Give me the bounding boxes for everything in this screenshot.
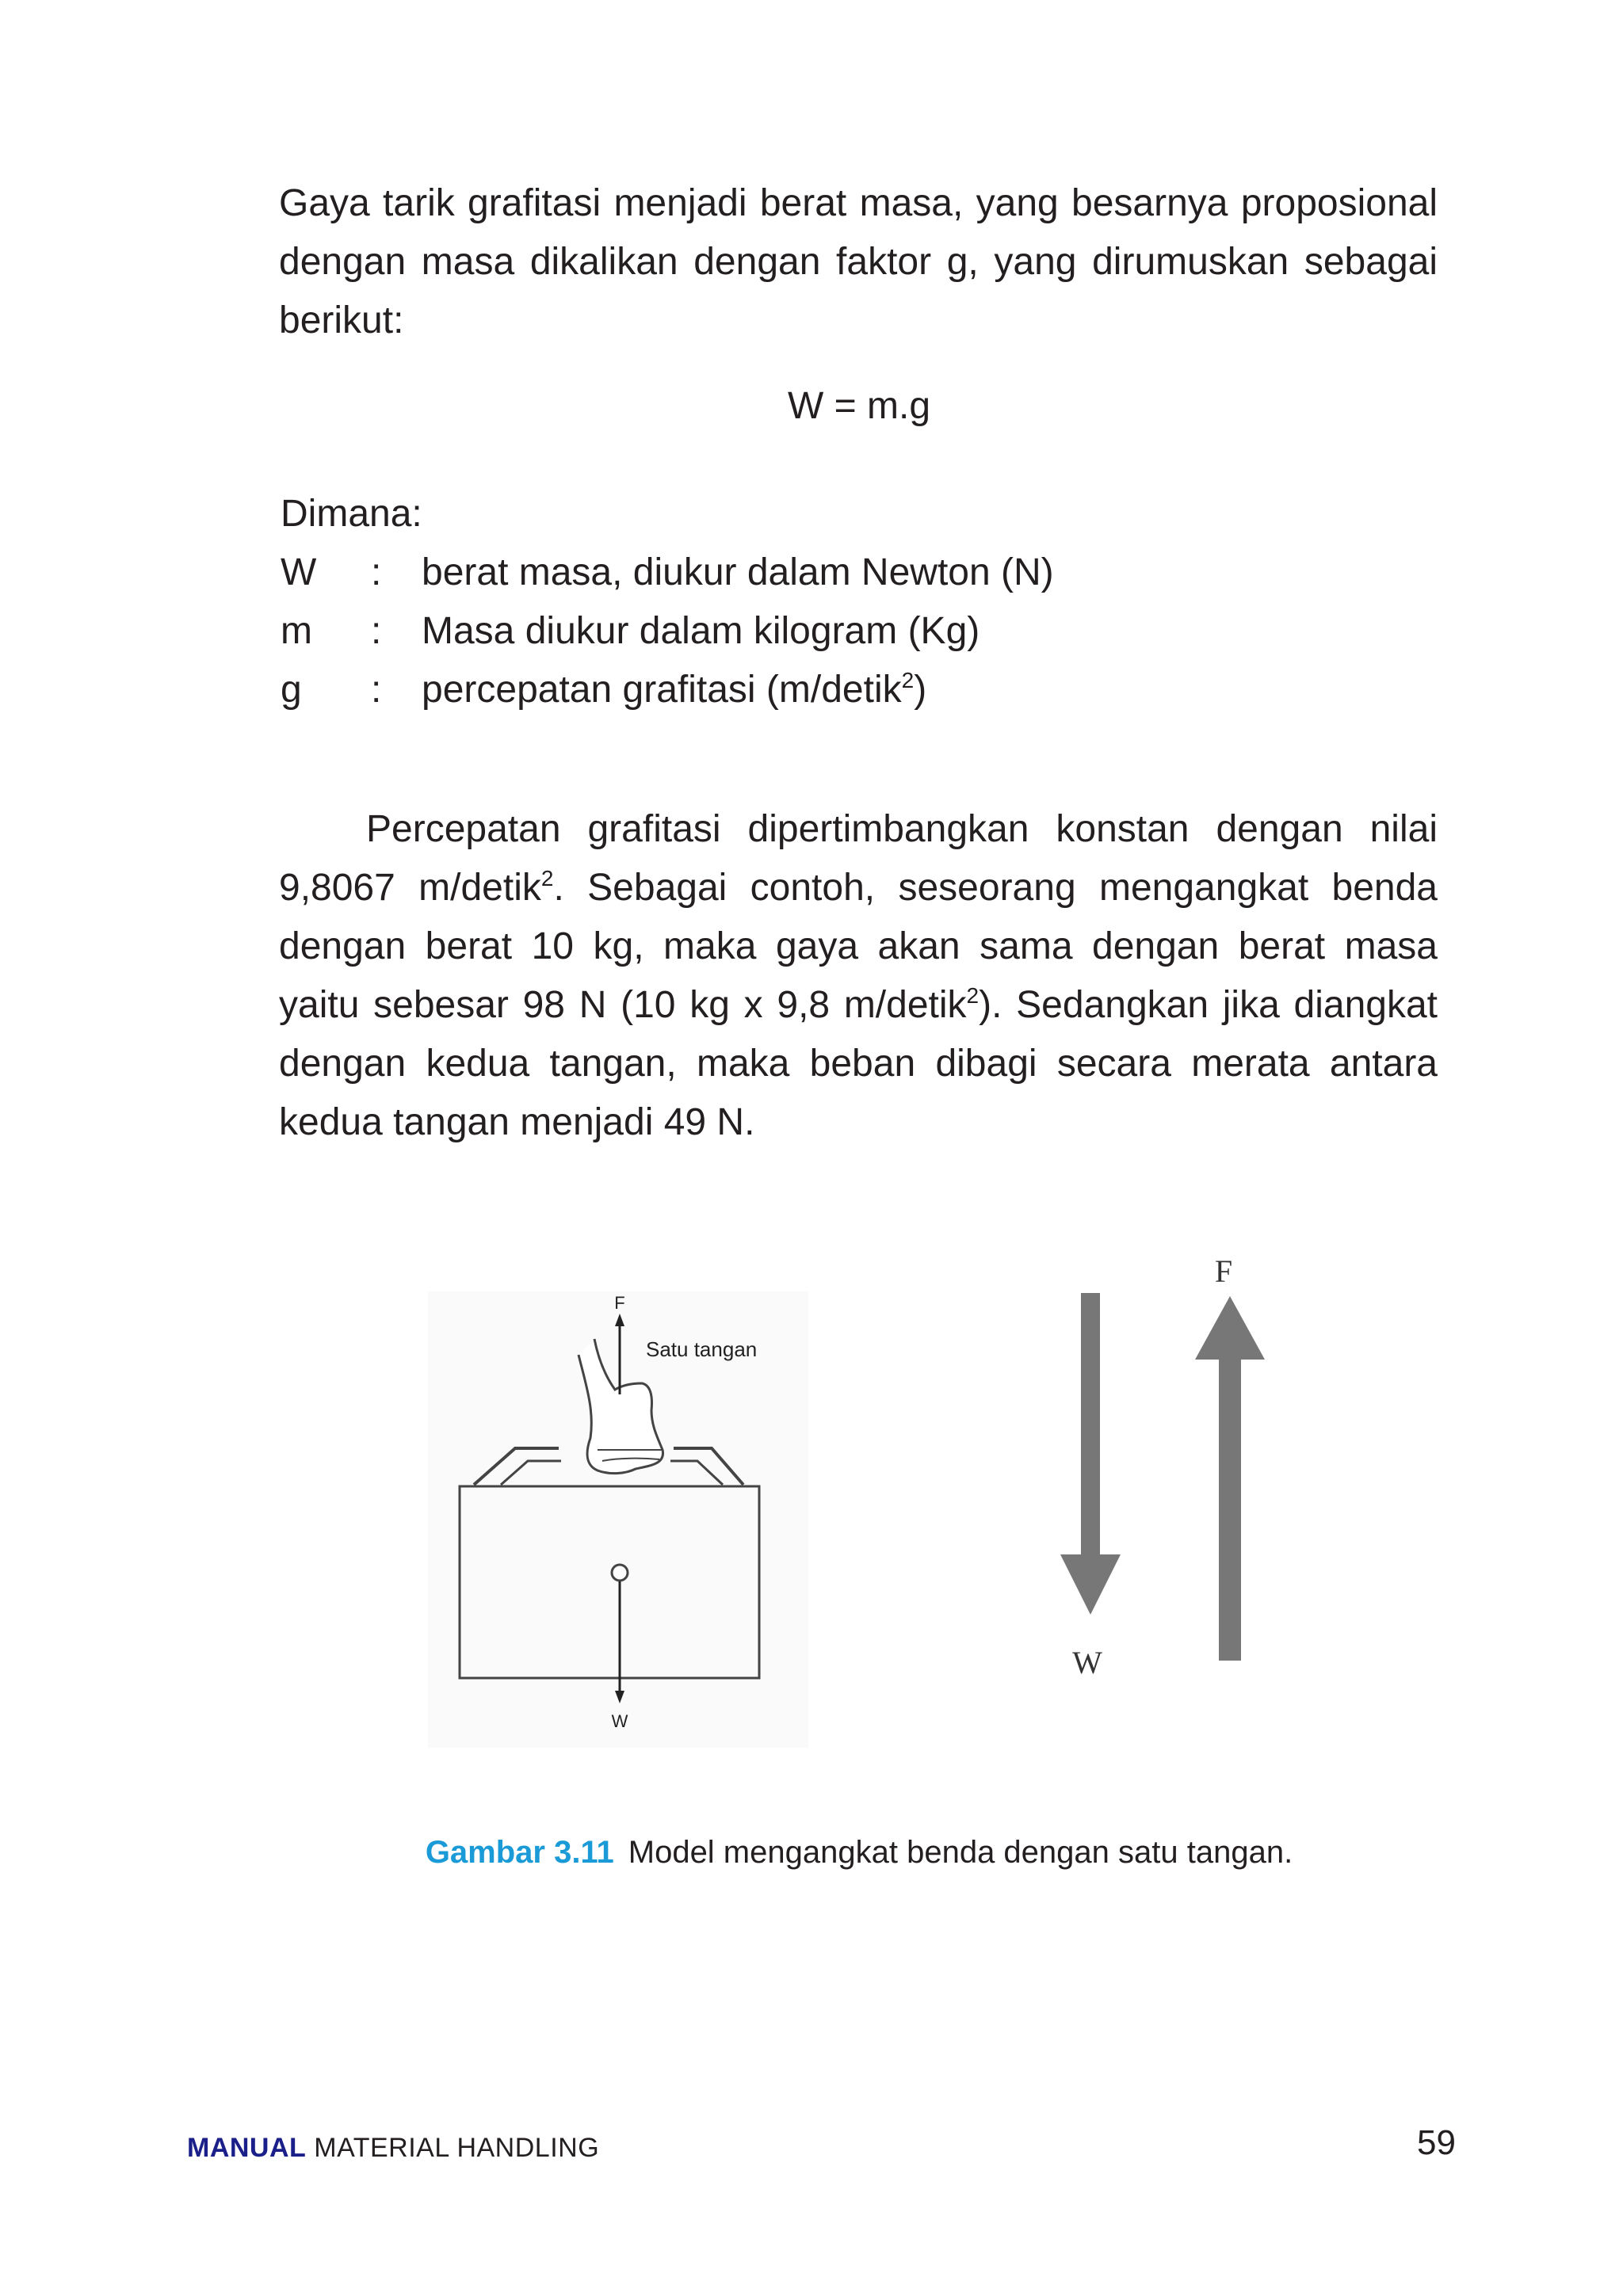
definition-row xyxy=(281,661,1390,719)
paragraph-gravity-example xyxy=(279,800,1438,1152)
superscript: 2 xyxy=(901,668,915,692)
definition-description-with-unit xyxy=(422,661,926,719)
definition-symbol: m xyxy=(281,610,312,652)
one-hand-lift-diagram xyxy=(428,1291,808,1748)
definition-colon: : xyxy=(371,610,382,652)
definition-suffix: ) xyxy=(914,669,927,711)
definition-symbol: W xyxy=(281,551,317,593)
definition-list xyxy=(281,485,1390,719)
paragraph-text: Percepatan grafitasi dipertimbangkan konstan dengan nilai 9,8067 m/detik xyxy=(279,808,1438,909)
weight-formula: W = m.g xyxy=(787,385,931,427)
paragraph-text: ). Sedangkan jika diangkat dengan kedua tangan, maka beban dibagi secara merata antara kedua tangan menjadi 49 N. xyxy=(279,984,1438,1143)
paragraph-gravity-intro: Gaya tarik grafitasi menjadi berat masa, yang besarnya proposional dengan masa dikalikan dengan faktor g, yang dirumuskan sebagai berikut: xyxy=(279,182,1438,341)
force-up-label: F xyxy=(614,1293,625,1313)
definition-row xyxy=(281,543,1390,602)
running-footer xyxy=(187,2133,599,2164)
definition-colon: : xyxy=(371,669,382,711)
one-hand-annotation: Satu tangan xyxy=(646,1337,758,1361)
force-arrow xyxy=(1195,1296,1265,1661)
force-arrow-head xyxy=(1195,1296,1265,1360)
weight-arrow-shaft xyxy=(1081,1293,1100,1554)
force-arrows-diagram xyxy=(1030,1252,1284,1695)
page-number: 59 xyxy=(1417,2123,1456,2162)
definition-description: percepatan grafitasi (m/detik xyxy=(422,669,902,711)
definition-description: Masa diukur dalam kilogram (Kg) xyxy=(422,610,980,652)
paragraph-text: . Sebagai contoh, seseorang mengangkat benda dengan berat 10 kg, maka gaya akan sama dengan berat masa yaitu sebesar 98 N (10 kg x 9,8 m/detik xyxy=(279,867,1438,1026)
figure-number: Gambar 3.11 xyxy=(425,1835,614,1870)
superscript: 2 xyxy=(966,983,980,1008)
superscript: 2 xyxy=(540,866,554,891)
where-label: Dimana: xyxy=(281,493,422,535)
definition-description: berat masa, diukur dalam Newton (N) xyxy=(422,551,1054,593)
definition-row xyxy=(281,602,1390,661)
force-arrow-label: F xyxy=(1214,1253,1233,1289)
definition-colon: : xyxy=(371,551,382,593)
force-arrow-shaft xyxy=(1219,1360,1241,1661)
footer-title: MATERIAL HANDLING xyxy=(306,2133,600,2163)
weight-arrow-label: W xyxy=(1072,1645,1102,1680)
force-down-label: W xyxy=(611,1711,628,1731)
figure-caption-text: Model mengangkat benda dengan satu tangan. xyxy=(628,1835,1293,1870)
weight-arrow-head xyxy=(1060,1554,1121,1615)
weight-arrow xyxy=(1060,1293,1121,1615)
definition-symbol: g xyxy=(281,669,302,711)
footer-brand: MANUAL xyxy=(187,2133,307,2163)
center-of-mass-icon xyxy=(612,1565,628,1581)
figure-caption xyxy=(0,1830,1623,1875)
